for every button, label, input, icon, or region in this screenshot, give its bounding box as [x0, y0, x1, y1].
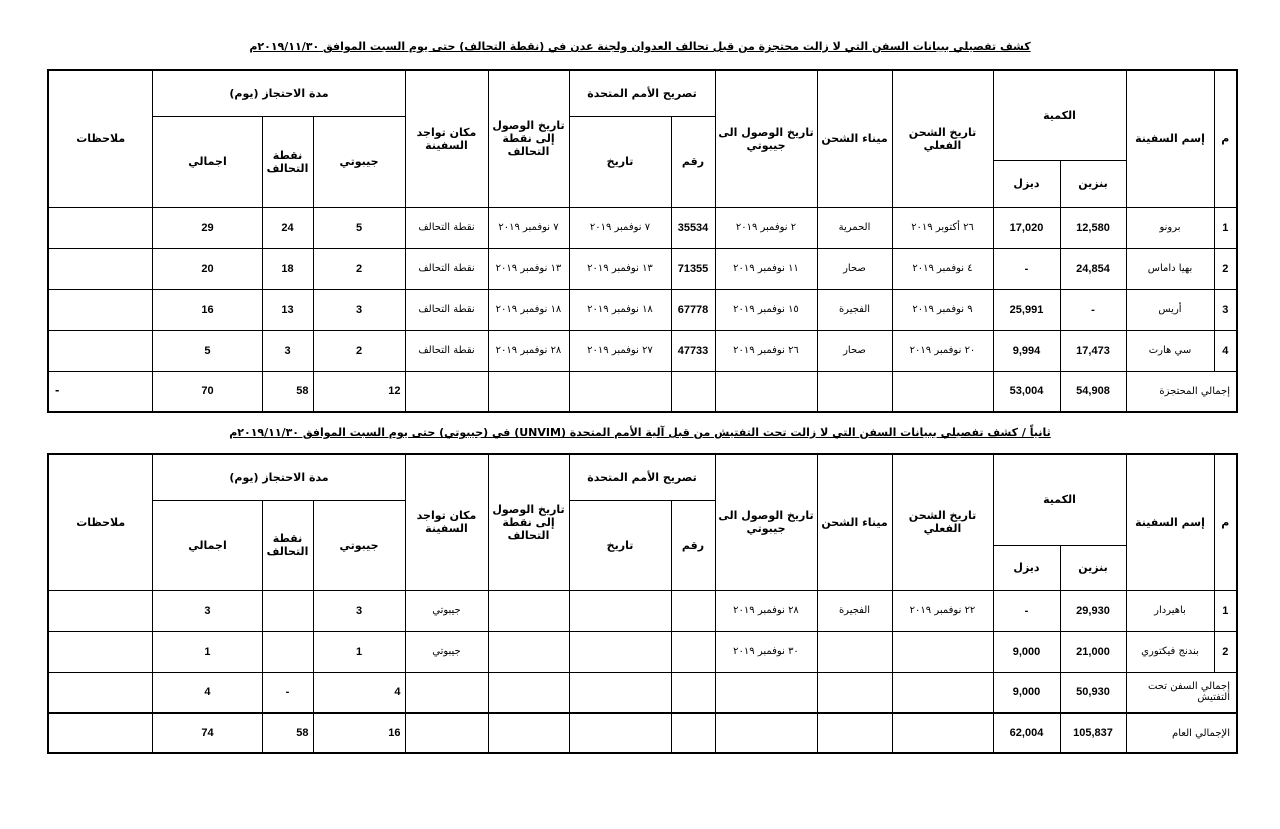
total-row	[48, 371, 1237, 412]
ship-name: بندنج فيكتوري	[1126, 631, 1214, 672]
col-location-header: مكان تواجد السفينة	[405, 70, 488, 207]
col-ship-date-header: تاريخ الشحن الفعلي	[892, 70, 993, 207]
col-un-permit-header: تصريح الأمم المتحدة	[569, 454, 715, 500]
det-total: 20	[153, 248, 262, 289]
notes	[48, 590, 153, 631]
ship-date: ٢٦ أكتوبر ٢٠١٩	[892, 207, 993, 248]
location: نقطة التحالف	[405, 207, 488, 248]
det-djibouti: 1	[313, 631, 405, 672]
notes	[48, 330, 153, 371]
coalition-arrival	[488, 590, 569, 631]
col-ship-date-header: تاريخ الشحن الفعلي	[892, 454, 993, 590]
table1-title: كشف تفصيلي ببيانات السفن التي لا زالت محتجزة من قبل تحالف العدوان ولجنة عدن في (نقطة التحالف) حتى يوم السبت الموافق ٢٠١٩/١١/٣٠م	[249, 40, 1031, 53]
col-djibouti-arrival-header: تاريخ الوصول الى جيبوتي	[715, 70, 817, 207]
col-index-header: م	[1214, 70, 1237, 207]
grand-total-label: الإجمالي العام	[1126, 713, 1237, 753]
petrol-qty: 21,000	[1060, 631, 1126, 672]
col-petrol-header: بنزين	[1060, 545, 1126, 590]
notes	[48, 631, 153, 672]
permit-no	[671, 631, 715, 672]
col-djibouti-arrival-header: تاريخ الوصول الى جيبوتي	[715, 454, 817, 590]
coalition-arrival	[488, 631, 569, 672]
permit-date: ٢٧ نوفمبر ٢٠١٩	[569, 330, 671, 371]
permit-no: 47733	[671, 330, 715, 371]
col-quantity-header: الكمية	[993, 454, 1126, 545]
col-permit-no-header: رقم	[671, 116, 715, 207]
ship-date: ٩ نوفمبر ٢٠١٩	[892, 289, 993, 330]
ship-date: ٢٠ نوفمبر ٢٠١٩	[892, 330, 993, 371]
col-det-total-header: اجمالي	[153, 500, 262, 590]
col-quantity-header: الكمية	[993, 70, 1126, 160]
coalition-arrival: ٧ نوفمبر ٢٠١٩	[488, 207, 569, 248]
location: نقطة التحالف	[405, 248, 488, 289]
permit-date	[569, 631, 671, 672]
ship-name: سي هارت	[1126, 330, 1214, 371]
notes	[48, 248, 153, 289]
col-permit-no-header: رقم	[671, 500, 715, 590]
det-coalition: 18	[262, 248, 313, 289]
petrol-qty: 12,580	[1060, 207, 1126, 248]
col-detention-header: مدة الاحتجاز (يوم)	[153, 454, 405, 500]
col-permit-date-header: تاريخ	[569, 116, 671, 207]
total-det-coalition: -	[262, 672, 313, 713]
total-row	[48, 672, 1237, 713]
det-total: 5	[153, 330, 262, 371]
total-petrol: 50,930	[1060, 672, 1126, 713]
port: صحار	[817, 248, 892, 289]
petrol-qty: 17,473	[1060, 330, 1126, 371]
coalition-arrival: ١٨ نوفمبر ٢٠١٩	[488, 289, 569, 330]
location: نقطة التحالف	[405, 289, 488, 330]
row-index: 1	[1214, 207, 1237, 248]
grand-total-det-total: 74	[153, 713, 262, 753]
grand-total-petrol: 105,837	[1060, 713, 1126, 753]
diesel-qty: 9,000	[993, 631, 1060, 672]
total-label: إجمالي المحتجزة	[1126, 371, 1237, 412]
col-un-permit-header: تصريح الأمم المتحدة	[569, 70, 715, 116]
det-total: 16	[153, 289, 262, 330]
col-detention-header: مدة الاحتجاز (يوم)	[153, 70, 405, 116]
col-notes-header: ملاحظات	[48, 454, 153, 590]
port: الفجيرة	[817, 590, 892, 631]
total-diesel: 53,004	[993, 371, 1060, 412]
diesel-qty: 17,020	[993, 207, 1060, 248]
col-coalition-arrival-header: تاريخ الوصول إلى نقطة التحالف	[488, 70, 569, 207]
total-petrol: 54,908	[1060, 371, 1126, 412]
djibouti-arrival: ٢ نوفمبر ٢٠١٩	[715, 207, 817, 248]
notes	[48, 207, 153, 248]
permit-no	[671, 590, 715, 631]
det-djibouti: 3	[313, 590, 405, 631]
col-notes-header: ملاحظات	[48, 70, 153, 207]
location: جيبوتي	[405, 631, 488, 672]
grand-total-det-djibouti: 16	[313, 713, 405, 753]
port	[817, 631, 892, 672]
diesel-qty: 9,994	[993, 330, 1060, 371]
permit-no: 71355	[671, 248, 715, 289]
djibouti-arrival: ١٥ نوفمبر ٢٠١٩	[715, 289, 817, 330]
grand-total-diesel: 62,004	[993, 713, 1060, 753]
grand-total-notes	[48, 713, 153, 753]
port: صحار	[817, 330, 892, 371]
permit-date: ٧ نوفمبر ٢٠١٩	[569, 207, 671, 248]
det-coalition: 24	[262, 207, 313, 248]
col-index-header: م	[1214, 454, 1237, 590]
row-index: 3	[1214, 289, 1237, 330]
col-petrol-header: بنزين	[1060, 160, 1126, 207]
table-row	[48, 248, 1237, 289]
diesel-qty: -	[993, 248, 1060, 289]
permit-date: ١٣ نوفمبر ٢٠١٩	[569, 248, 671, 289]
port: الحمرية	[817, 207, 892, 248]
total-diesel: 9,000	[993, 672, 1060, 713]
det-coalition	[262, 631, 313, 672]
diesel-qty: 25,991	[993, 289, 1060, 330]
grand-total-row	[48, 713, 1237, 753]
inspection-ships-table	[47, 453, 1238, 754]
djibouti-arrival: ٣٠ نوفمبر ٢٠١٩	[715, 631, 817, 672]
coalition-arrival: ٢٨ نوفمبر ٢٠١٩	[488, 330, 569, 371]
det-djibouti: 3	[313, 289, 405, 330]
row-index: 4	[1214, 330, 1237, 371]
ship-name: برونو	[1126, 207, 1214, 248]
col-ship-header: إسم السفينة	[1126, 70, 1214, 207]
ship-name: باهيردار	[1126, 590, 1214, 631]
table-row	[48, 631, 1237, 672]
col-det-coalition-header: نقطة التحالف	[262, 500, 313, 590]
total-det-coalition: 58	[262, 371, 313, 412]
total-det-total: 4	[153, 672, 262, 713]
djibouti-arrival: ٢٨ نوفمبر ٢٠١٩	[715, 590, 817, 631]
ship-date	[892, 631, 993, 672]
table-row	[48, 590, 1237, 631]
petrol-qty: 24,854	[1060, 248, 1126, 289]
total-det-djibouti: 12	[313, 371, 405, 412]
permit-date	[569, 590, 671, 631]
djibouti-arrival: ١١ نوفمبر ٢٠١٩	[715, 248, 817, 289]
detained-ships-table	[47, 69, 1238, 413]
col-det-djibouti-header: جيبوتي	[313, 500, 405, 590]
diesel-qty: -	[993, 590, 1060, 631]
petrol-qty: 29,930	[1060, 590, 1126, 631]
total-det-djibouti: 4	[313, 672, 405, 713]
det-total: 1	[153, 631, 262, 672]
location: نقطة التحالف	[405, 330, 488, 371]
petrol-qty: -	[1060, 289, 1126, 330]
det-djibouti: 5	[313, 207, 405, 248]
col-diesel-header: ديزل	[993, 160, 1060, 207]
det-coalition: 3	[262, 330, 313, 371]
col-det-djibouti-header: جيبوتي	[313, 116, 405, 207]
table2-title: ثانياً / كشف تفصيلي ببيانات السفن التي لا زالت تحت التفتيش من قبل آلية الأمم المتحدة (UNVIM) في (جيبوتي) حتى يوم السبت الموافق ٢٠١٩/١١/٣٠م	[229, 426, 1051, 439]
ship-date: ٢٢ نوفمبر ٢٠١٩	[892, 590, 993, 631]
grand-total-det-coalition: 58	[262, 713, 313, 753]
row-index: 2	[1214, 631, 1237, 672]
table-row	[48, 289, 1237, 330]
permit-no: 67778	[671, 289, 715, 330]
det-coalition	[262, 590, 313, 631]
col-ship-header: إسم السفينة	[1126, 454, 1214, 590]
djibouti-arrival: ٢٦ نوفمبر ٢٠١٩	[715, 330, 817, 371]
permit-date: ١٨ نوفمبر ٢٠١٩	[569, 289, 671, 330]
total-det-total: 70	[153, 371, 262, 412]
ship-name: بهيا داماس	[1126, 248, 1214, 289]
coalition-arrival: ١٣ نوفمبر ٢٠١٩	[488, 248, 569, 289]
col-location-header: مكان تواجد السفينة	[405, 454, 488, 590]
permit-no: 35534	[671, 207, 715, 248]
col-coalition-arrival-header: تاريخ الوصول إلى نقطة التحالف	[488, 454, 569, 590]
notes	[48, 289, 153, 330]
ship-date: ٤ نوفمبر ٢٠١٩	[892, 248, 993, 289]
det-djibouti: 2	[313, 330, 405, 371]
total-notes: -	[48, 371, 153, 412]
location: جيبوتي	[405, 590, 488, 631]
det-djibouti: 2	[313, 248, 405, 289]
row-index: 1	[1214, 590, 1237, 631]
ship-name: أريس	[1126, 289, 1214, 330]
total-label: إجمالي السفن تحت التفتيش	[1126, 672, 1237, 713]
col-det-total-header: اجمالي	[153, 116, 262, 207]
col-port-header: ميناء الشحن	[817, 70, 892, 207]
table-row	[48, 207, 1237, 248]
det-coalition: 13	[262, 289, 313, 330]
col-diesel-header: ديزل	[993, 545, 1060, 590]
port: الفجيرة	[817, 289, 892, 330]
col-det-coalition-header: نقطة التحالف	[262, 116, 313, 207]
row-index: 2	[1214, 248, 1237, 289]
table-row	[48, 330, 1237, 371]
det-total: 3	[153, 590, 262, 631]
det-total: 29	[153, 207, 262, 248]
col-permit-date-header: تاريخ	[569, 500, 671, 590]
total-notes	[48, 672, 153, 713]
col-port-header: ميناء الشحن	[817, 454, 892, 590]
